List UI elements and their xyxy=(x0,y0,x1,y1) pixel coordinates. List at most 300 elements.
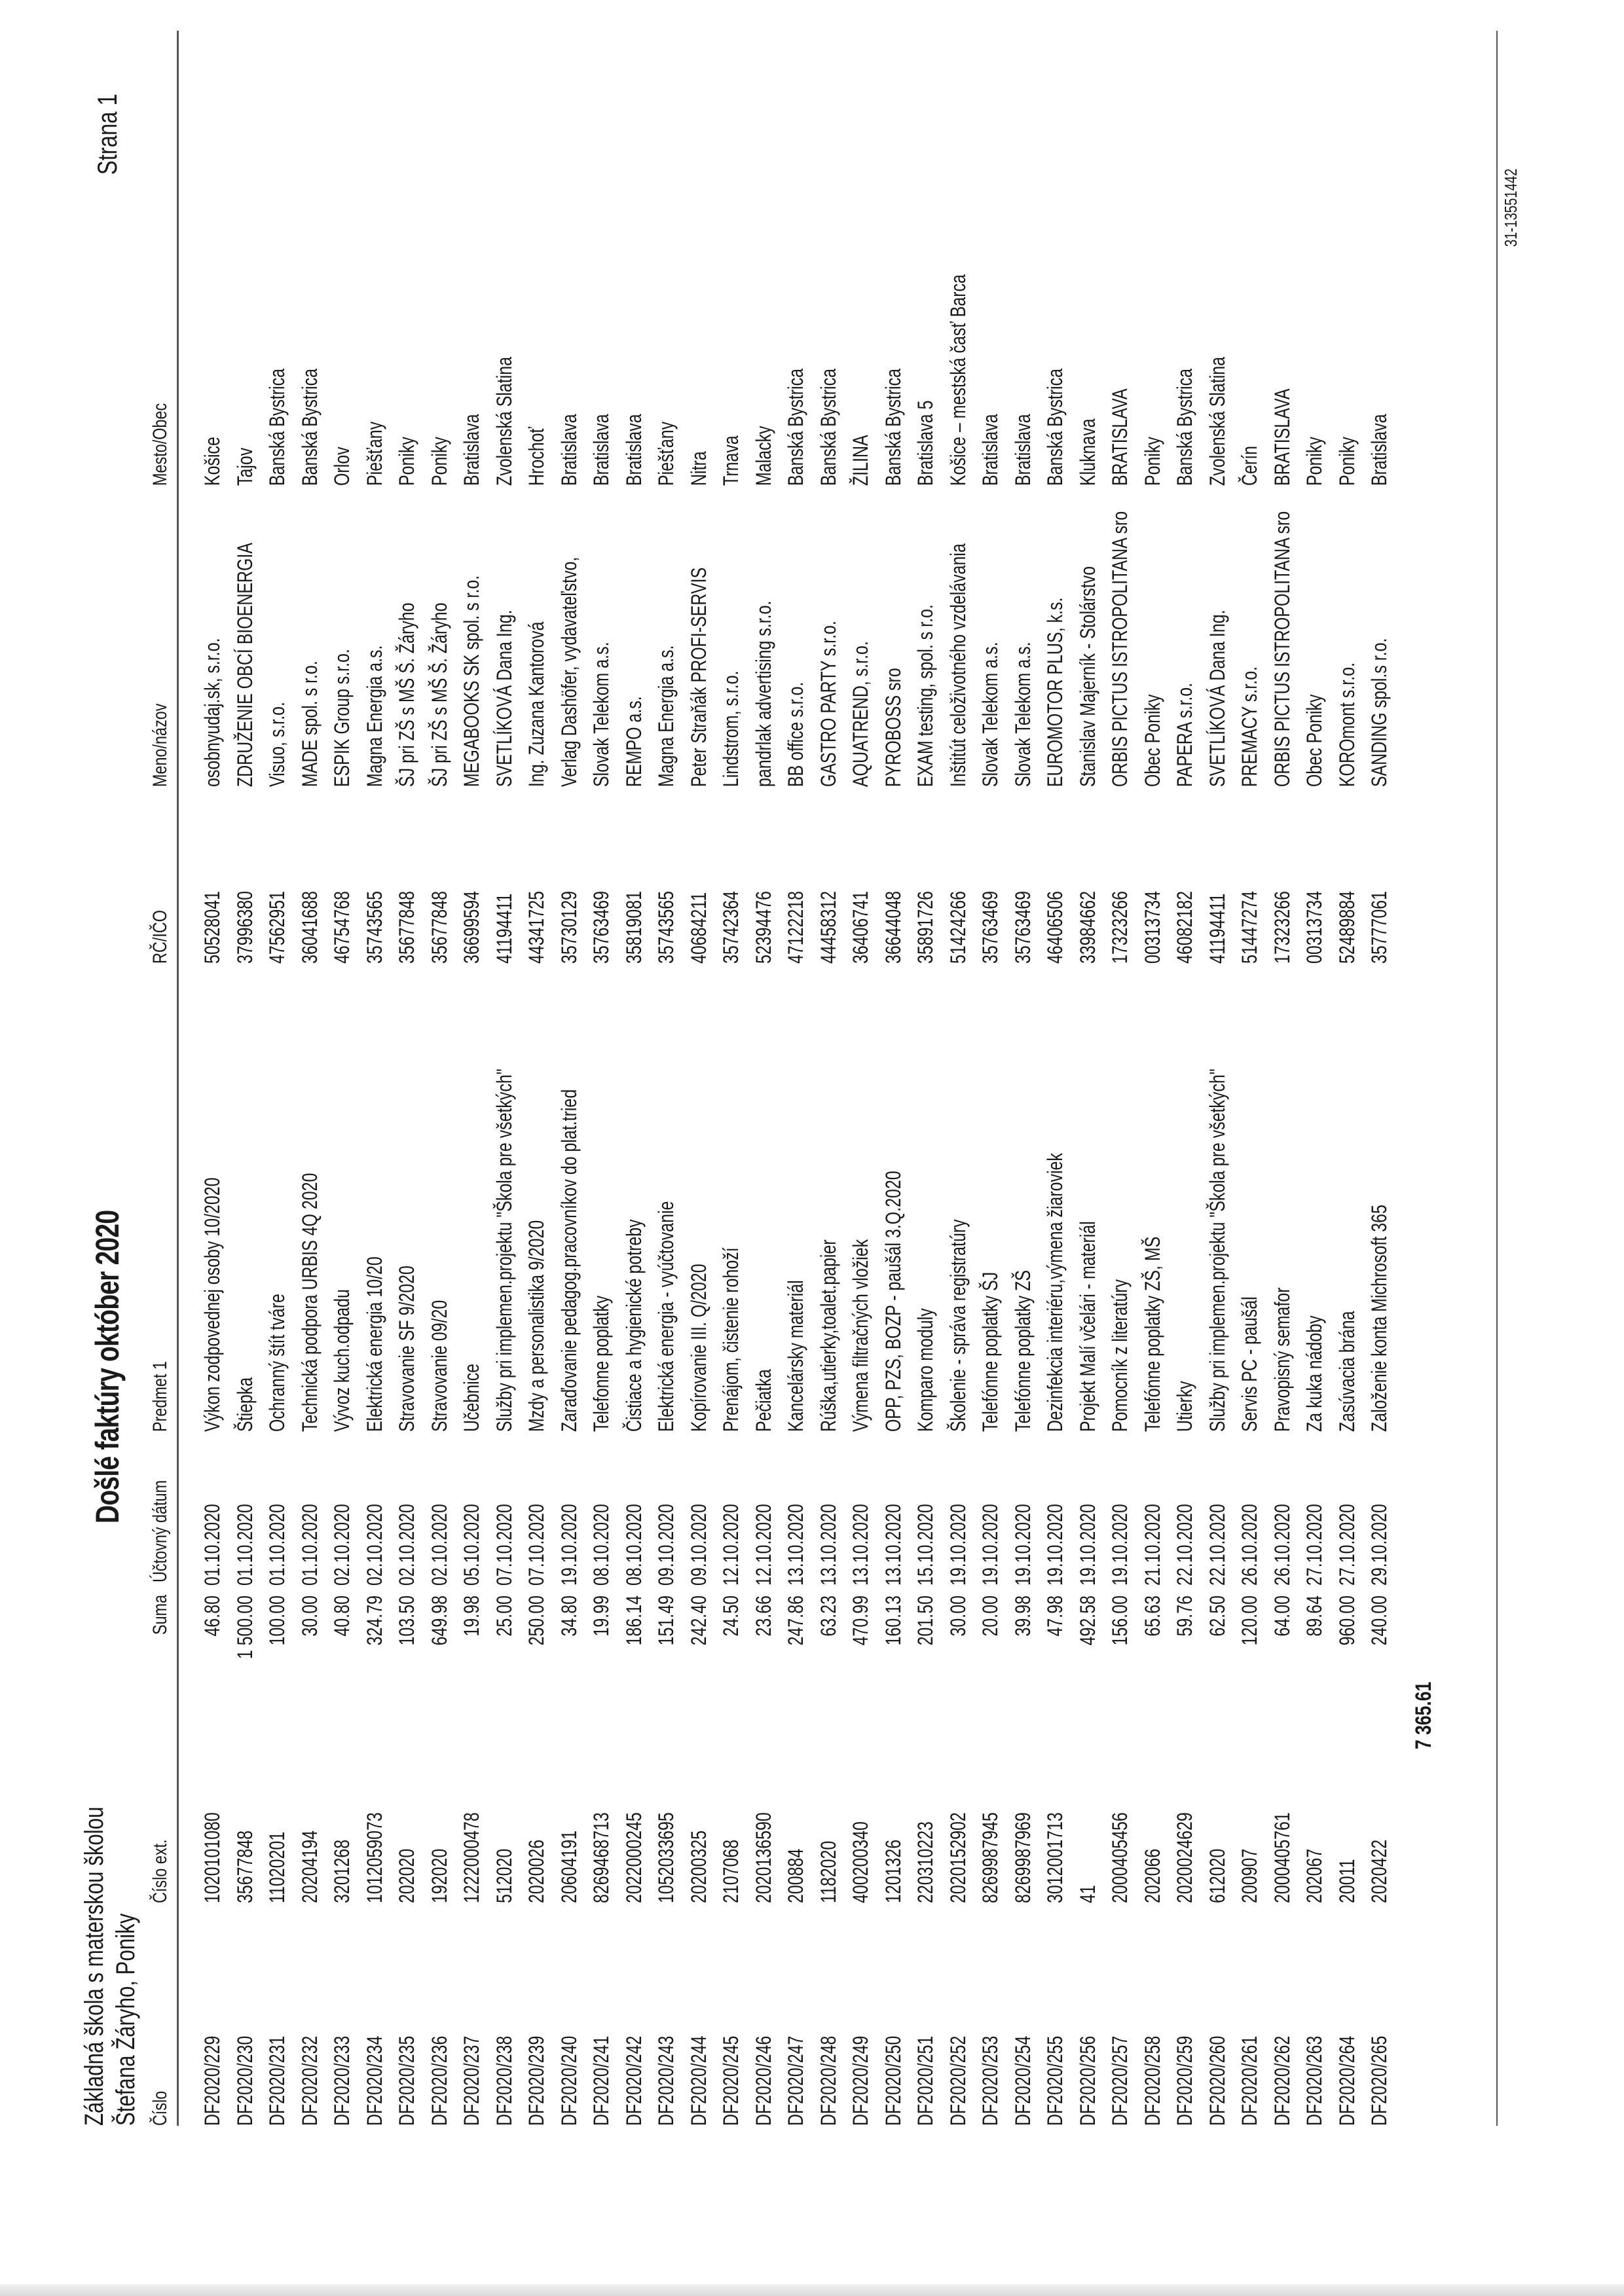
cell-cislo-ext: 202066 xyxy=(1140,1848,1164,1903)
cell-mesto: Tajov xyxy=(232,447,257,486)
cell-suma: 39.98 xyxy=(1010,1595,1035,1637)
cell-meno: ŠJ pri ZŠ s MŠ Š. Žáryho xyxy=(395,602,418,787)
table-row xyxy=(261,31,294,2126)
cell-meno: Visuo, s.r.o. xyxy=(265,702,289,787)
cell-predmet: Elektrická energia 10/20 xyxy=(362,1256,386,1432)
cell-cislo: DF2020/245 xyxy=(719,2035,743,2126)
cell-mesto: Nitra xyxy=(686,451,710,486)
cell-cislo-ext: 20011 xyxy=(1335,1859,1359,1903)
cell-predmet: Technická podpora URBIS 4Q 2020 xyxy=(297,1173,322,1432)
cell-predmet: Služby pri implemen.projektu "Škola pre všetkých" xyxy=(492,1068,516,1432)
cell-rc-ico: 17323266 xyxy=(1270,890,1294,964)
cell-datum: 07.10.2020 xyxy=(492,1504,516,1586)
cell-suma: 19.98 xyxy=(460,1595,483,1637)
table-row xyxy=(683,31,716,2126)
cell-cislo-ext: 8269987945 xyxy=(978,1812,1002,1903)
cell-datum: 09.10.2020 xyxy=(654,1504,678,1586)
cell-meno: ORBIS PICTUS ISTROPOLITANA sro xyxy=(1108,511,1132,787)
cell-rc-ico: 36699594 xyxy=(460,890,483,964)
cell-suma: 120.00 xyxy=(1238,1595,1261,1646)
cell-rc-ico: 35777061 xyxy=(1367,890,1391,964)
cell-meno: Slovak Telekom a.s. xyxy=(978,642,1002,787)
cell-datum: 02.10.2020 xyxy=(362,1504,386,1586)
cell-suma: 30.00 xyxy=(297,1595,322,1637)
cell-datum: 19.10.2020 xyxy=(1075,1504,1099,1586)
cell-datum: 22.10.2020 xyxy=(1173,1504,1196,1586)
cell-rc-ico: 46754768 xyxy=(330,890,354,964)
cell-mesto: Poniky xyxy=(427,437,451,486)
cell-mesto: Kluknava xyxy=(1075,418,1099,486)
column-header-cislo: Číslo xyxy=(149,2090,171,2126)
cell-cislo: DF2020/238 xyxy=(492,2035,516,2126)
cell-predmet: Zaraďovanie pedagog.pracovníkov do plat.tried xyxy=(557,1089,581,1432)
table-row xyxy=(813,31,845,2126)
cell-meno: Inštitút celoživotného vzdelávania xyxy=(946,543,970,787)
cell-cislo-ext: 612020 xyxy=(1205,1848,1229,1903)
cell-datum: 12.10.2020 xyxy=(751,1504,775,1586)
cell-mesto: Banská Bystrica xyxy=(816,369,840,486)
cell-meno: osobnyudaj.sk, s.r.o. xyxy=(200,638,224,787)
column-header-predmet: Predmet 1 xyxy=(149,1361,171,1432)
table-row xyxy=(489,31,521,2126)
cell-cislo-ext: 200907 xyxy=(1238,1848,1261,1903)
cell-rc-ico: 35763469 xyxy=(589,890,613,964)
table-row xyxy=(715,31,748,2126)
cell-datum: 21.10.2020 xyxy=(1140,1504,1164,1586)
cell-predmet: Pomocník z literatúry xyxy=(1108,1279,1132,1432)
cell-cislo: DF2020/233 xyxy=(330,2035,354,2126)
cell-cislo: DF2020/255 xyxy=(1043,2035,1067,2126)
table-row xyxy=(1072,31,1105,2126)
cell-datum: 01.10.2020 xyxy=(200,1504,224,1586)
cell-datum: 05.10.2020 xyxy=(460,1504,483,1586)
cell-cislo-ext: 1182020 xyxy=(816,1840,840,1903)
cell-rc-ico: 40684211 xyxy=(686,892,710,964)
cell-datum: 07.10.2020 xyxy=(525,1504,548,1586)
cell-cislo-ext: 35677848 xyxy=(232,1830,257,1903)
table-row xyxy=(1104,31,1137,2126)
footer-rule xyxy=(1496,31,1498,2126)
column-header-cislo-ext: Číslo ext. xyxy=(149,1839,171,1903)
cell-rc-ico: 35743565 xyxy=(654,890,678,964)
table-row xyxy=(748,31,781,2126)
cell-datum: 02.10.2020 xyxy=(330,1504,354,1586)
cell-meno: Obec Poniky xyxy=(1140,694,1164,787)
cell-predmet: Štiepka xyxy=(232,1377,257,1432)
table-row xyxy=(326,31,359,2126)
cell-meno: Lindstrom, s.r.o. xyxy=(719,670,743,787)
cell-datum: 01.10.2020 xyxy=(265,1504,289,1586)
cell-mesto: BRATISLAVA xyxy=(1108,388,1132,486)
table-row xyxy=(424,31,456,2126)
cell-rc-ico: 47122218 xyxy=(784,890,807,964)
scan-edge xyxy=(0,2284,1624,2296)
cell-rc-ico: 50528041 xyxy=(200,890,224,964)
cell-datum: 02.10.2020 xyxy=(395,1504,418,1586)
header-rule xyxy=(177,31,179,2126)
cell-mesto: Bratislava xyxy=(978,414,1002,486)
cell-meno: REMPO a.s. xyxy=(621,696,646,787)
cell-rc-ico: 36041688 xyxy=(297,890,322,964)
cell-suma: 649.98 xyxy=(427,1595,451,1646)
cell-predmet: Čistiace a hygienické potreby xyxy=(621,1219,646,1432)
cell-rc-ico: 52394476 xyxy=(751,890,775,964)
cell-suma: 470.99 xyxy=(849,1595,872,1646)
cell-cislo: DF2020/236 xyxy=(427,2035,451,2126)
cell-mesto: Zvolenská Slatina xyxy=(492,356,516,486)
cell-cislo-ext: 20604191 xyxy=(557,1830,581,1903)
cell-cislo: DF2020/253 xyxy=(978,2035,1002,2126)
table-row xyxy=(974,31,1007,2126)
cell-datum: 29.10.2020 xyxy=(1367,1504,1391,1586)
cell-cislo-ext: 202020 xyxy=(395,1848,418,1903)
table-row xyxy=(1202,31,1234,2126)
cell-datum: 19.10.2020 xyxy=(557,1504,581,1586)
cell-datum: 08.10.2020 xyxy=(621,1504,646,1586)
table-row xyxy=(780,31,813,2126)
cell-cislo: DF2020/232 xyxy=(297,2035,322,2126)
cell-mesto: Banská Bystrica xyxy=(297,369,322,486)
total-sum: 7 365.61 xyxy=(1411,1681,1436,1749)
cell-predmet: Telefónne poplatky ZŠ, MŠ xyxy=(1140,1236,1164,1432)
cell-datum: 01.10.2020 xyxy=(232,1504,257,1586)
cell-meno: BB office s.r.o. xyxy=(784,682,807,787)
cell-predmet: Dezinfekcia interiéru,výmena žiaroviek xyxy=(1043,1153,1067,1432)
cell-meno: ZDRUŽENIE OBCÍ BIOENERGIA xyxy=(232,542,257,787)
cell-datum: 19.10.2020 xyxy=(1043,1504,1067,1586)
cell-cislo-ext: 1012059073 xyxy=(362,1812,386,1903)
table-row xyxy=(650,31,683,2126)
cell-cislo: DF2020/256 xyxy=(1075,2035,1099,2126)
cell-cislo-ext: 20200325 xyxy=(686,1830,710,1903)
cell-meno: pandrlak advertising s.r.o. xyxy=(751,600,775,787)
cell-suma: 103.50 xyxy=(395,1595,418,1646)
cell-predmet: OPP, PZS, BOZP - paušál 3.Q.2020 xyxy=(881,1171,905,1432)
cell-cislo: DF2020/229 xyxy=(200,2035,224,2126)
cell-rc-ico: 47562951 xyxy=(265,890,289,964)
table-row xyxy=(1039,31,1072,2126)
cell-cislo-ext: 2000405456 xyxy=(1108,1812,1132,1903)
cell-datum: 26.10.2020 xyxy=(1238,1504,1261,1586)
cell-cislo: DF2020/252 xyxy=(946,2035,970,2126)
cell-cislo: DF2020/262 xyxy=(1270,2035,1294,2126)
cell-cislo: DF2020/234 xyxy=(362,2035,386,2126)
table-row xyxy=(196,31,229,2126)
cell-predmet: Pravopisný semafor xyxy=(1270,1287,1294,1432)
cell-meno: PYROBOSS sro xyxy=(881,668,905,787)
cell-predmet: Projekt Malí včelári - materiál xyxy=(1075,1221,1099,1432)
cell-predmet: Vývoz kuch.odpadu xyxy=(330,1289,354,1432)
cell-cislo-ext: 11020201 xyxy=(265,1831,289,1903)
cell-cislo-ext: 512020 xyxy=(492,1848,516,1903)
cell-mesto: Banská Bystrica xyxy=(1043,369,1067,486)
cell-rc-ico: 41194411 xyxy=(492,893,516,964)
cell-meno: SANDING spol.s r.o. xyxy=(1367,638,1391,787)
cell-cislo-ext: 2020152902 xyxy=(946,1812,970,1903)
cell-mesto: Poniky xyxy=(1335,437,1359,486)
cell-meno: GASTRO PARTY s.r.o. xyxy=(816,621,840,787)
cell-datum: 19.10.2020 xyxy=(978,1504,1002,1586)
cell-mesto: Košice – mestská časť Barca xyxy=(946,274,970,486)
cell-cislo: DF2020/259 xyxy=(1173,2035,1196,2126)
cell-predmet: Školenie - správa registratúry xyxy=(946,1219,970,1432)
cell-meno: Magna Energia a.s. xyxy=(654,645,678,787)
table-row xyxy=(1169,31,1202,2126)
cell-meno: Obec Poniky xyxy=(1302,694,1326,787)
cell-mesto: Bratislava xyxy=(1010,414,1035,486)
cell-datum: 01.10.2020 xyxy=(297,1504,322,1586)
cell-mesto: Poniky xyxy=(1302,437,1326,486)
cell-predmet: Telefonne poplatky xyxy=(589,1295,613,1432)
cell-cislo: DF2020/254 xyxy=(1010,2035,1035,2126)
cell-datum: 15.10.2020 xyxy=(913,1504,937,1586)
cell-cislo-ext: 200884 xyxy=(784,1848,807,1903)
cell-predmet: Prenájom, čistenie rohoží xyxy=(719,1247,743,1432)
cell-cislo-ext: 8269468713 xyxy=(589,1812,613,1903)
cell-rc-ico: 17323266 xyxy=(1108,890,1132,964)
table-row xyxy=(1137,31,1170,2126)
cell-predmet: Zasúvacia brána xyxy=(1335,1311,1359,1432)
cell-suma: 19.99 xyxy=(589,1595,613,1637)
cell-mesto: Poniky xyxy=(1140,437,1164,486)
cell-cislo: DF2020/249 xyxy=(849,2035,872,2126)
cell-suma: 492.58 xyxy=(1075,1595,1099,1646)
cell-rc-ico: 46082182 xyxy=(1173,890,1196,964)
cell-suma: 23.66 xyxy=(751,1595,775,1637)
cell-datum: 13.10.2020 xyxy=(816,1504,840,1586)
cell-predmet: Kopírovanie III. Q/2020 xyxy=(686,1264,710,1432)
table-row xyxy=(585,31,618,2126)
table-row xyxy=(618,31,651,2126)
cell-meno: Verlag Dashöfer, vydavateľstvo, xyxy=(557,556,581,787)
cell-cislo: DF2020/230 xyxy=(232,2035,257,2126)
cell-datum: 13.10.2020 xyxy=(881,1504,905,1586)
table-row xyxy=(359,31,392,2126)
organization-name-line1: Základná škola s materskou školou xyxy=(80,1806,109,2126)
cell-meno: KOROmont s.r.o. xyxy=(1335,662,1359,787)
cell-rc-ico: 35763469 xyxy=(1010,890,1035,964)
cell-cislo-ext: 220310223 xyxy=(913,1821,937,1903)
table-row xyxy=(391,31,424,2126)
cell-rc-ico: 35819081 xyxy=(621,890,646,964)
cell-rc-ico: 44341725 xyxy=(525,890,548,964)
cell-meno: Peter Straňák PROFI-SERVIS xyxy=(686,567,710,787)
cell-mesto: Poniky xyxy=(395,437,418,486)
cell-mesto: Zvolenská Slatina xyxy=(1205,356,1229,486)
cell-mesto: Piešťany xyxy=(654,421,678,486)
cell-mesto: ŽILINA xyxy=(849,435,872,486)
cell-cislo-ext: 192020 xyxy=(427,1848,451,1903)
cell-cislo: DF2020/244 xyxy=(686,2035,710,2126)
cell-mesto: Orlov xyxy=(330,446,354,486)
cell-mesto: Banská Bystrica xyxy=(265,369,289,486)
cell-datum: 13.10.2020 xyxy=(849,1504,872,1586)
cell-rc-ico: 51447274 xyxy=(1238,890,1261,964)
cell-meno: Slovak Telekom a.s. xyxy=(589,642,613,787)
cell-suma: 250.00 xyxy=(525,1595,548,1646)
cell-meno: Slovak Telekom a.s. xyxy=(1010,642,1035,787)
cell-rc-ico: 46406506 xyxy=(1043,890,1067,964)
cell-meno: Stanislav Majerník - Stolárstvo xyxy=(1075,566,1099,787)
cell-rc-ico: 33984662 xyxy=(1075,890,1099,964)
cell-rc-ico: 44458312 xyxy=(816,890,840,964)
table-row xyxy=(521,31,553,2126)
cell-datum: 26.10.2020 xyxy=(1270,1504,1294,1586)
cell-cislo: DF2020/264 xyxy=(1335,2035,1359,2126)
cell-rc-ico: 36644048 xyxy=(881,890,905,964)
organization-header xyxy=(79,1717,141,2126)
cell-suma: 46.80 xyxy=(200,1595,224,1637)
cell-suma: 34.80 xyxy=(557,1595,581,1637)
cell-suma: 160.13 xyxy=(881,1595,905,1646)
cell-rc-ico: 36406741 xyxy=(849,890,872,964)
cell-suma: 100.00 xyxy=(265,1595,289,1646)
cell-rc-ico: 00313734 xyxy=(1140,890,1164,964)
cell-meno: EXAM testing, spol. s r.o. xyxy=(913,604,937,787)
cell-mesto: BRATISLAVA xyxy=(1270,388,1294,486)
cell-predmet: Telefónne poplatky ZŠ xyxy=(1010,1270,1035,1432)
cell-mesto: Bratislava xyxy=(557,414,581,486)
cell-cislo-ext: 2020024629 xyxy=(1173,1812,1196,1903)
cell-cislo-ext: 1222000478 xyxy=(460,1812,483,1903)
table-row xyxy=(1234,31,1266,2126)
cell-cislo: DF2020/260 xyxy=(1205,2035,1229,2126)
cell-rc-ico: 35743565 xyxy=(362,890,386,964)
cell-meno: PREMACY s.r.o. xyxy=(1238,666,1261,787)
cell-rc-ico: 35677848 xyxy=(395,890,418,964)
cell-datum: 13.10.2020 xyxy=(784,1504,807,1586)
table-row xyxy=(910,31,942,2126)
document-title: Došlé faktúry október 2020 xyxy=(89,1210,126,1523)
cell-cislo-ext: 20204194 xyxy=(297,1830,322,1903)
cell-rc-ico: 00313734 xyxy=(1302,890,1326,964)
cell-meno: PAPERA s.r.o. xyxy=(1173,682,1196,787)
cell-suma: 186.14 xyxy=(621,1595,646,1646)
cell-cislo-ext: 2000405761 xyxy=(1270,1812,1294,1903)
cell-suma: 59.76 xyxy=(1173,1595,1196,1637)
cell-cislo-ext: 2020422 xyxy=(1367,1839,1391,1903)
cell-cislo: DF2020/248 xyxy=(816,2035,840,2126)
column-header-suma: Suma xyxy=(149,1594,171,1635)
cell-suma: 201.50 xyxy=(913,1595,937,1646)
table-row xyxy=(1266,31,1299,2126)
cell-datum: 19.10.2020 xyxy=(1010,1504,1035,1586)
cell-predmet: Stravovanie SF 9/2020 xyxy=(395,1266,418,1432)
cell-cislo: DF2020/263 xyxy=(1302,2035,1326,2126)
cell-predmet: Pečiatka xyxy=(751,1369,775,1432)
cell-suma: 47.98 xyxy=(1043,1595,1067,1637)
cell-datum: 08.10.2020 xyxy=(589,1504,613,1586)
cell-datum: 12.10.2020 xyxy=(719,1504,743,1586)
cell-mesto: Čerín xyxy=(1238,445,1261,486)
cell-predmet: Utierky xyxy=(1173,1381,1196,1432)
cell-suma: 65.63 xyxy=(1140,1595,1164,1637)
cell-predmet: Učebnice xyxy=(460,1363,483,1432)
cell-mesto: Hrochoť xyxy=(525,427,548,486)
cell-mesto: Bratislava xyxy=(460,414,483,486)
cell-meno: SVETLÍKOVÁ Dana Ing. xyxy=(492,610,516,787)
document-code: 31-13551442 xyxy=(1501,168,1521,247)
cell-suma: 156.00 xyxy=(1108,1595,1132,1646)
cell-meno: EUROMOTOR PLUS, k.s. xyxy=(1043,597,1067,787)
cell-datum: 09.10.2020 xyxy=(686,1504,710,1586)
cell-predmet: Výmena filtračných vložiek xyxy=(849,1239,872,1432)
cell-rc-ico: 41194411 xyxy=(1205,893,1229,964)
cell-suma: 62.50 xyxy=(1205,1595,1229,1637)
table-row xyxy=(229,31,262,2126)
cell-rc-ico: 37996380 xyxy=(232,890,257,964)
invoice-table xyxy=(196,31,1396,2126)
cell-cislo: DF2020/231 xyxy=(265,2035,289,2126)
cell-rc-ico: 35742364 xyxy=(719,890,743,964)
cell-rc-ico: 52489884 xyxy=(1335,890,1359,964)
column-header-mesto: Mesto/Obec xyxy=(149,403,171,486)
cell-mesto: Piešťany xyxy=(362,421,386,486)
cell-predmet: Výkon zodpovednej osoby 10/2020 xyxy=(200,1177,224,1432)
cell-cislo: DF2020/241 xyxy=(589,2035,613,2126)
table-row xyxy=(1299,31,1331,2126)
cell-suma: 242.40 xyxy=(686,1595,710,1646)
cell-mesto: Bratislava xyxy=(621,414,646,486)
cell-meno: ŠJ pri ZŠ s MŠ Š. Žáryho xyxy=(427,602,451,787)
cell-cislo: DF2020/251 xyxy=(913,2035,937,2126)
table-row xyxy=(1363,31,1396,2126)
cell-cislo-ext: 400200340 xyxy=(849,1821,872,1903)
column-header-rc-ico: RČ/IČO xyxy=(149,910,171,964)
cell-mesto: Banská Bystrica xyxy=(881,369,905,486)
cell-cislo: DF2020/250 xyxy=(881,2035,905,2126)
cell-predmet: Komparo moduly xyxy=(913,1308,937,1432)
cell-cislo: DF2020/258 xyxy=(1140,2035,1164,2126)
cell-predmet: Servis PC - paušál xyxy=(1238,1296,1261,1432)
cell-cislo-ext: 1020101080 xyxy=(200,1812,224,1903)
cell-cislo-ext: 1052033695 xyxy=(654,1812,678,1903)
cell-datum: 19.10.2020 xyxy=(946,1504,970,1586)
cell-meno: MEGABOOKS SK spol. s r.o. xyxy=(460,575,483,787)
cell-mesto: Malacky xyxy=(751,426,775,486)
table-row xyxy=(877,31,910,2126)
cell-cislo: DF2020/265 xyxy=(1367,2035,1391,2126)
cell-predmet: Založenie konta Michrosoft 365 xyxy=(1367,1205,1391,1432)
cell-suma: 63.23 xyxy=(816,1595,840,1637)
cell-mesto: Bratislava xyxy=(589,414,613,486)
cell-cislo-ext: 1201326 xyxy=(881,1839,905,1903)
cell-predmet: Kancelársky materiál xyxy=(784,1280,807,1432)
cell-suma: 89.64 xyxy=(1302,1595,1326,1637)
cell-mesto: Košice xyxy=(200,437,224,486)
page-number: Strana 1 xyxy=(92,94,122,175)
cell-datum: 27.10.2020 xyxy=(1335,1504,1359,1586)
table-row xyxy=(294,31,327,2126)
cell-suma: 25.00 xyxy=(492,1595,516,1637)
cell-datum: 27.10.2020 xyxy=(1302,1504,1326,1586)
cell-rc-ico: 35677848 xyxy=(427,890,451,964)
cell-mesto: Bratislava 5 xyxy=(913,400,937,486)
cell-suma: 247.86 xyxy=(784,1595,807,1646)
cell-meno: Ing. Zuzana Kantorová xyxy=(525,621,548,787)
cell-cislo: DF2020/246 xyxy=(751,2035,775,2126)
table-row xyxy=(942,31,975,2126)
cell-suma: 20.00 xyxy=(978,1595,1002,1637)
cell-predmet: Služby pri implemen.projektu "Škola pre všetkých" xyxy=(1205,1068,1229,1432)
cell-cislo: DF2020/240 xyxy=(557,2035,581,2126)
cell-cislo-ext: 202067 xyxy=(1302,1848,1326,1903)
cell-suma: 24.50 xyxy=(719,1595,743,1637)
cell-cislo-ext: 8269987969 xyxy=(1010,1812,1035,1903)
cell-cislo: DF2020/242 xyxy=(621,2035,646,2126)
cell-cislo-ext: 2022000245 xyxy=(621,1812,646,1903)
cell-suma: 151.49 xyxy=(654,1595,678,1646)
